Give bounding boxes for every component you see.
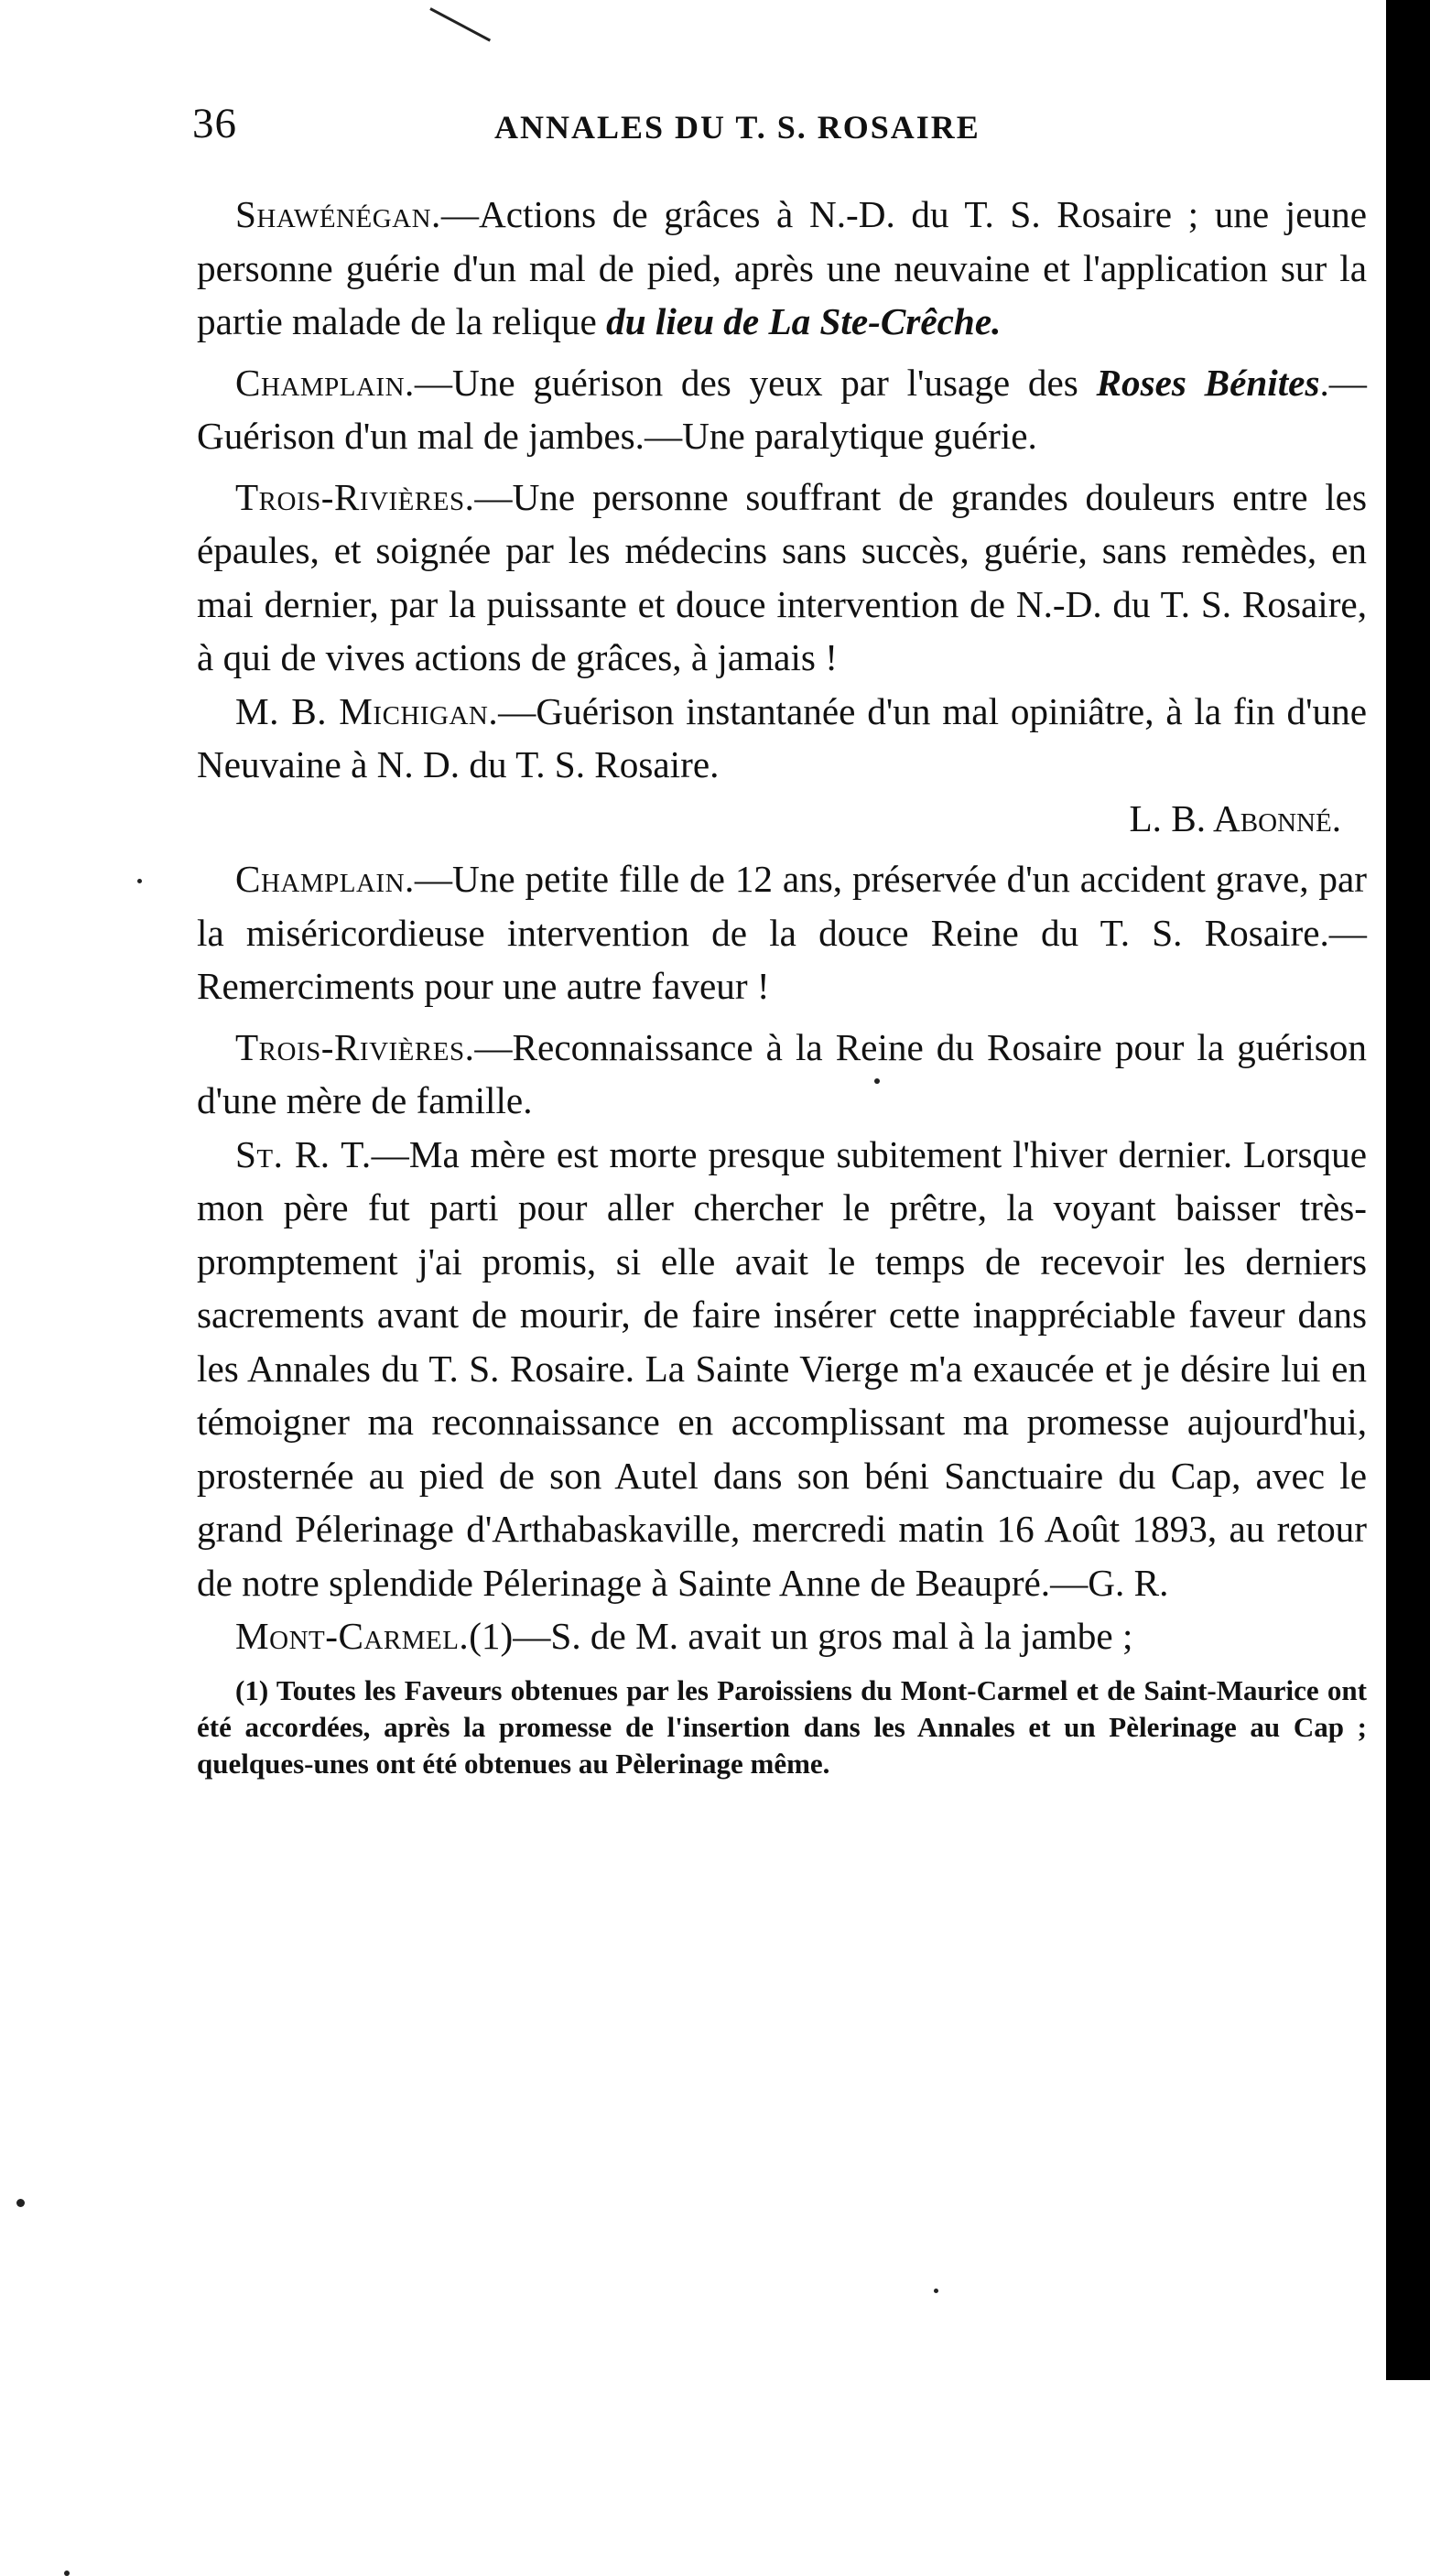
place-name: St. R. T. [235, 1132, 372, 1175]
entry-champlain-1 [197, 356, 1367, 463]
footnote: (1) Toutes les Faveurs obtenues par les Paroissiens du Mont-Carmel et de Saint-Maurice ont été accordées, après la promesse de l'insertion dans les Annales et un Pèlerinage au Cap ; quelques-unes ont été obtenues au Pèlerinage même. [197, 1673, 1367, 1780]
entry-mont-carmel [197, 1609, 1367, 1663]
scan-mark [429, 7, 491, 41]
entry-italic: du lieu de La Ste-Crêche. [606, 300, 1002, 342]
place-name: Mont-Carmel. [235, 1615, 470, 1657]
entry-trois-rivieres-2 [197, 1021, 1367, 1128]
place-name: Shawénégan. [235, 193, 441, 235]
ink-speck [64, 2571, 70, 2576]
entry-text: (1)—S. de M. avait un gros mal à la jambe ; [469, 1615, 1133, 1657]
place-name: M. B. Michigan. [235, 689, 499, 732]
running-head [192, 99, 1364, 163]
entry-text-after: .—Guérison d'un mal de jambes.—Une paralytique guérie. [197, 361, 1367, 457]
entry-italic: Roses Bénites [1096, 361, 1320, 404]
entry-shawenegan [197, 188, 1367, 349]
binding-edge [1386, 0, 1430, 2380]
ink-speck [934, 2289, 938, 2293]
entry-text: —Une petite fille de 12 ans, préservée d'un accident grave, par la miséricordieuse intervention de la douce Reine du T. S. Rosaire.—Remerciments pour une autre faveur ! [197, 858, 1367, 1007]
place-name: Champlain. [235, 361, 415, 404]
page-number: 36 [192, 100, 237, 147]
place-name: Trois-Rivières. [235, 1025, 475, 1068]
signature: L. B. Abonné. [1129, 796, 1341, 839]
ink-speck [874, 1078, 880, 1084]
entry-champlain-2 [197, 852, 1367, 1013]
entry-michigan [197, 685, 1367, 792]
entry-text: —Une personne souffrant de grandes douleurs entre les épaules, et soignée par les médecins sans succès, guérie, sans remèdes, en mai dernier, par la puissante et douce intervention de N.-D. du T. S. Rosaire, à qui de vives actions de grâces, à jamais ! [197, 475, 1367, 678]
entry-text: —Guérison instantanée d'un mal opiniâtre, à la fin d'une Neuvaine à N. D. du T. S. Rosaire. [197, 689, 1367, 785]
entry-st-r-t [197, 1128, 1367, 1610]
entry-text: —Ma mère est morte presque subitement l'hiver dernier. Lorsque mon père fut parti pour aller chercher le prêtre, la voyant baisser très-promptement j'ai promis, si elle avait le temps de recevoir les derniers sacrements avant de mourir, de faire insérer cette inappréciable faveur dans les Annales du T. S. Rosaire. La Sainte Vierge m'a exaucée et je désire lui en témoigner ma reconnaissance en accomplissant ma promesse aujourd'hui, prosternée au pied de son Autel dans son béni Sanctuaire du Cap, avec le grand Pélerinage d'Arthabaskaville, mercredi matin 16 Août 1893, au retour de notre splendide Pélerinage à Sainte Anne de Beaupré.—G. R. [197, 1132, 1367, 1604]
running-title: ANNALES DU T. S. ROSAIRE [494, 109, 980, 146]
place-name: Champlain. [235, 858, 415, 900]
body-text [197, 188, 1367, 1782]
entry-text: —Une guérison des yeux par l'usage des [414, 361, 1097, 404]
entry-text: —Reconnaissance à la Reine du Rosaire pour la guérison d'une mère de famille. [197, 1025, 1367, 1121]
place-name: Trois-Rivières. [235, 475, 475, 518]
ink-speck [16, 2199, 25, 2207]
ink-speck [137, 879, 142, 883]
entry-text: —Actions de grâces à N.-D. du T. S. Rosaire ; une jeune personne guérie d'un mal de pied, après une neuvaine et l'application sur la partie malade de la relique [197, 193, 1367, 342]
entry-trois-rivieres-1 [197, 471, 1367, 685]
